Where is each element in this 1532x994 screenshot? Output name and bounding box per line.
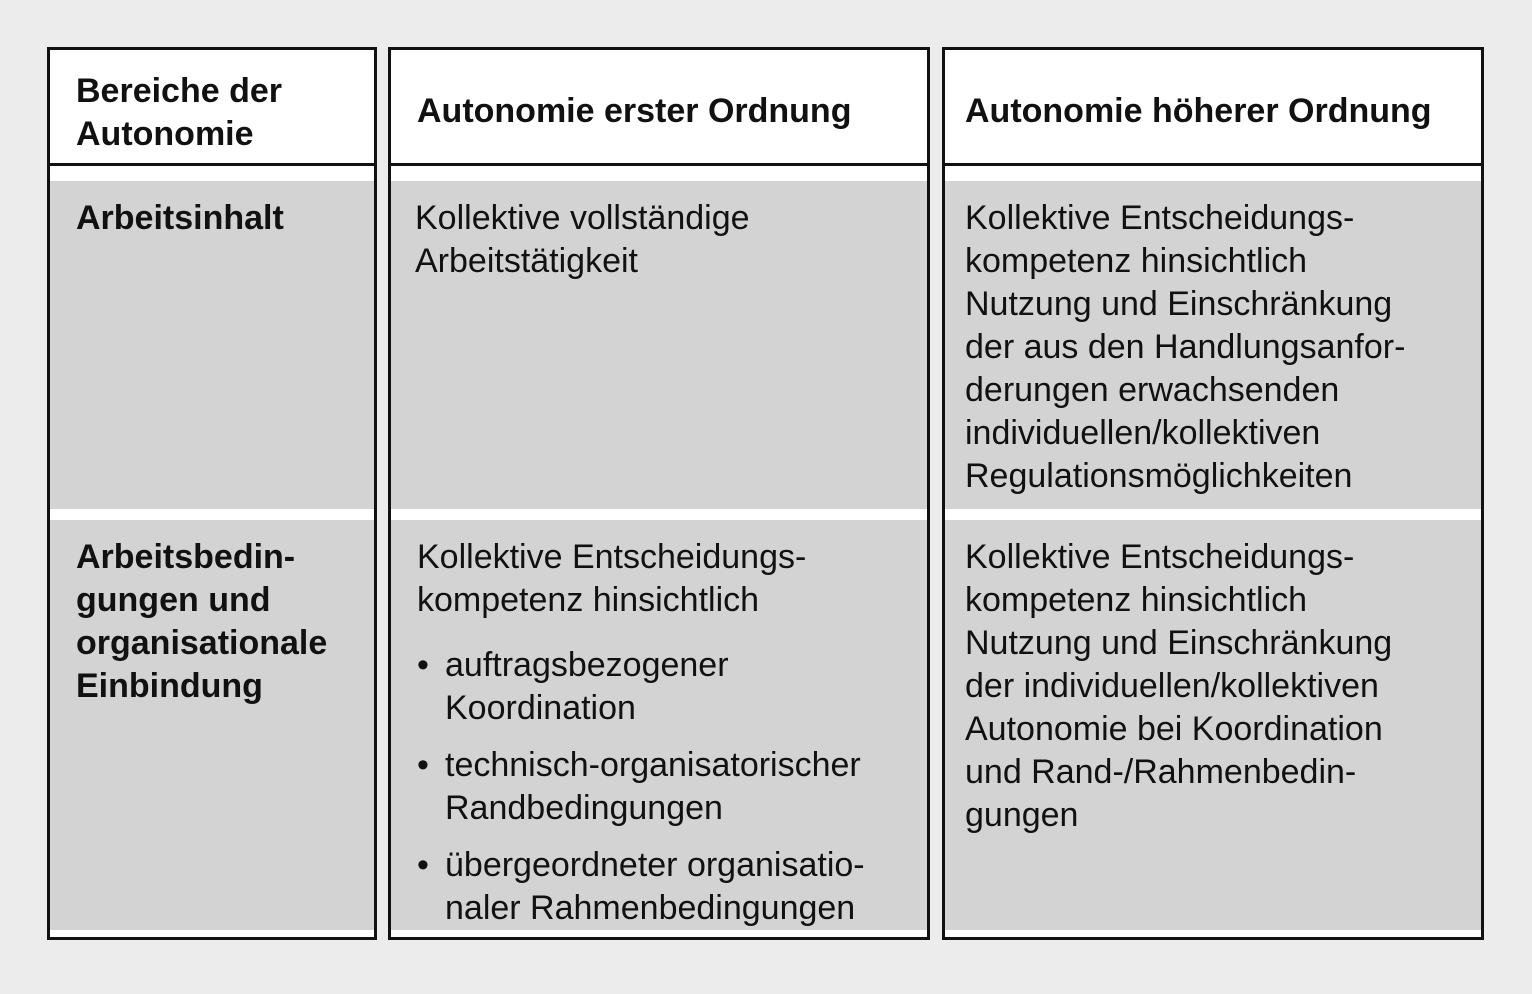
row-1-higher-order-text: Kollektive Entscheidungs- kompetenz hinsichtlich Nutzung und Einschränkung der aus den Handlungsanfor- derungen erwachsenden individuellen/kollektiven Regulationsmöglichkeiten <box>965 199 1406 495</box>
header-cell-first-order <box>391 50 927 166</box>
bullet-item: • technisch-organisatorischer Randbedingungen <box>417 744 865 830</box>
row-2-first-order-intro: Kollektive Entscheidungs- kompetenz hinsichtlich <box>417 538 807 619</box>
row-1-area-label: Arbeitsinhalt <box>76 199 284 237</box>
row-2-higher-order-text: Kollektive Entscheidungs- kompetenz hinsichtlich Nutzung und Einschränkung der individuellen/kollektiven Autonomie bei Koordination und Rand-/Rahmenbedin- gungen <box>965 538 1393 834</box>
row-1-first-order-text: Kollektive vollständige Arbeitstätigkeit <box>415 199 750 280</box>
first-order-bullet-list <box>417 644 865 944</box>
bullet-item: • übergeordneter organisatio- naler Rahmenbedingungen <box>417 844 865 930</box>
column-first-order <box>388 47 930 940</box>
row-2-higher-order-cell <box>945 520 1481 930</box>
row-2-first-order-cell <box>391 520 927 930</box>
row-1-first-order-cell <box>391 181 927 509</box>
row-2-area-label: Arbeitsbedin- gungen und organisationale Einbindung <box>76 538 328 705</box>
row-2-area-cell <box>50 520 374 930</box>
header-cell-areas <box>50 50 374 166</box>
row-1-higher-order-cell <box>945 181 1481 509</box>
header-cell-higher-order <box>945 50 1481 166</box>
column-higher-order <box>942 47 1484 940</box>
row-1-area-cell <box>50 181 374 509</box>
bullet-item: • auftragsbezogener Koordination <box>417 644 865 730</box>
header-higher-order-label: Autonomie höherer Ordnung <box>965 92 1432 130</box>
header-areas-label: Bereiche der Autonomie <box>76 72 282 153</box>
column-areas <box>47 47 377 940</box>
header-first-order-label: Autonomie erster Ordnung <box>417 92 852 130</box>
